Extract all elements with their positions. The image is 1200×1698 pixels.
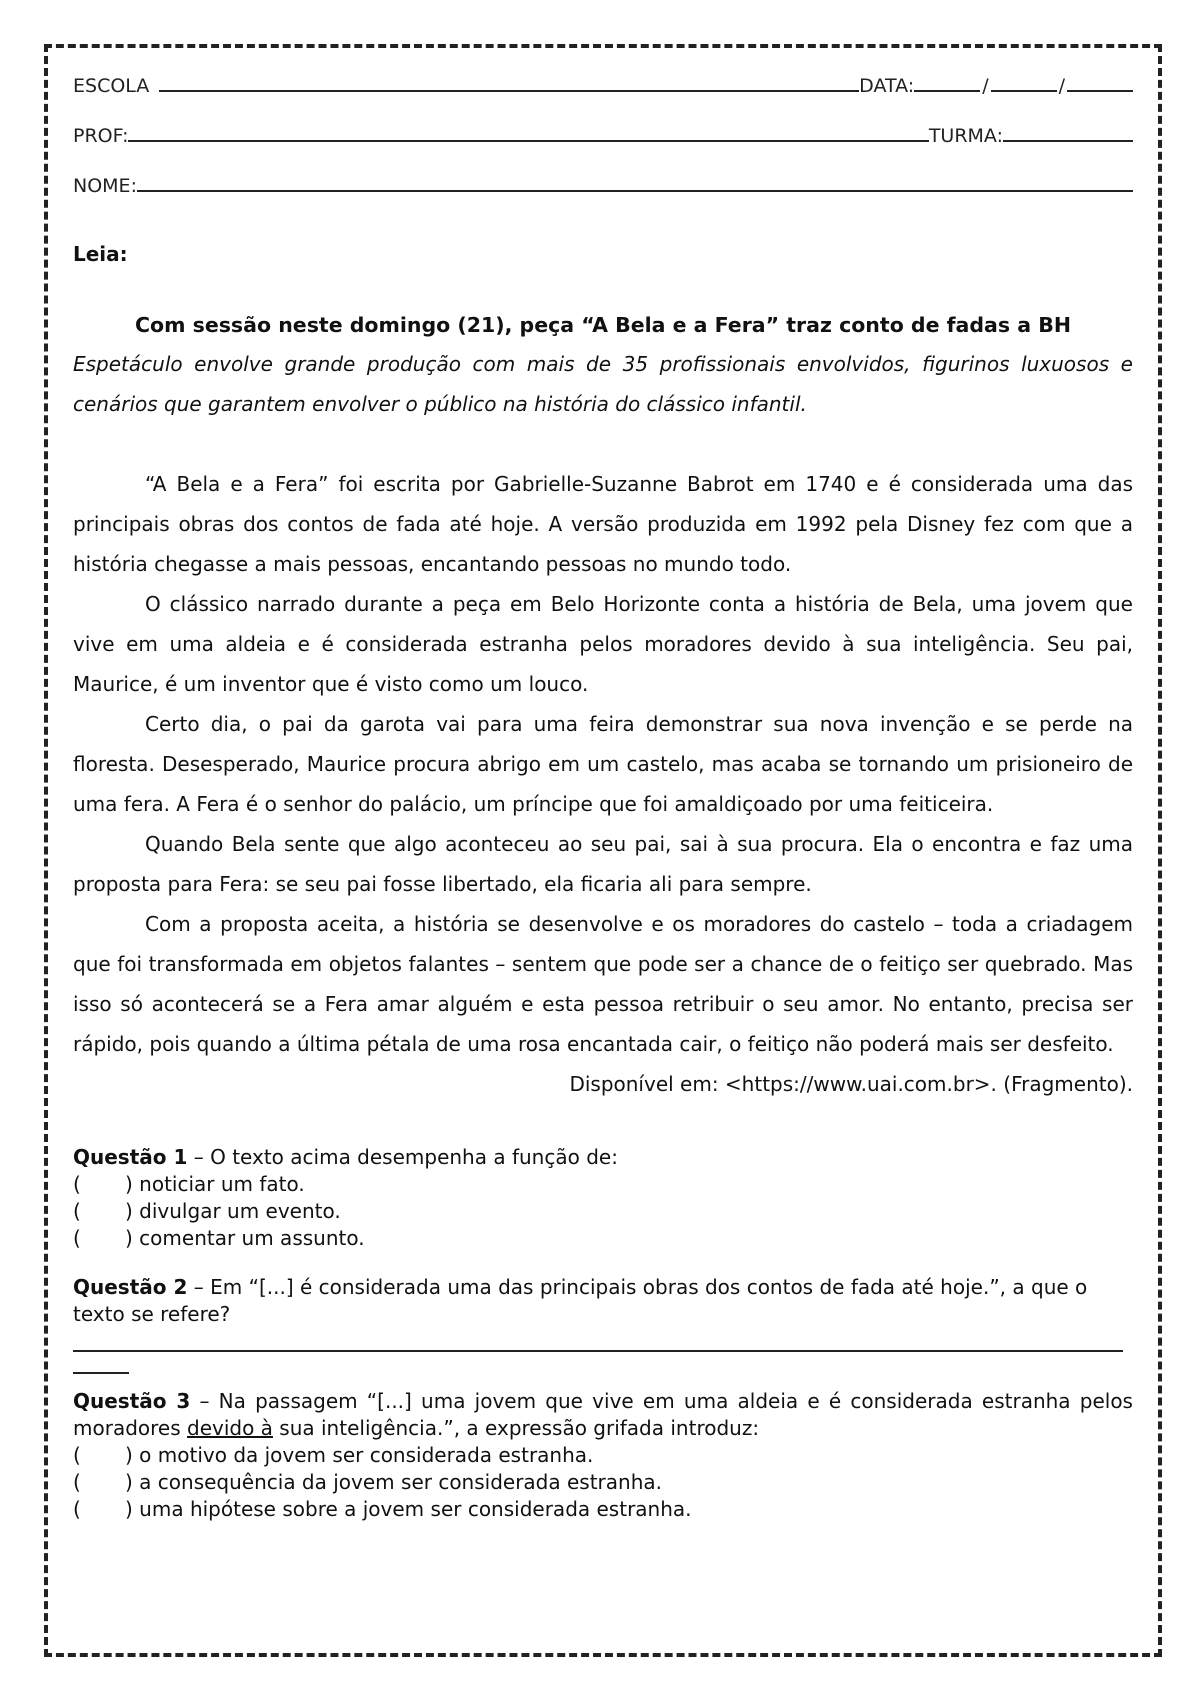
- data-day-field[interactable]: [914, 72, 980, 92]
- question-1-label: Questão 1: [73, 1145, 188, 1169]
- escola-row: [73, 72, 1133, 122]
- article-title: Com sessão neste domingo (21), peça “A Bela e a Fera” traz conto de fadas a BH: [135, 313, 1071, 337]
- article-paragraph: O clássico narrado durante a peça em Belo Horizonte conta a história de Bela, uma jovem que vive em uma aldeia e é considerada estranha pelos moradores devido à sua inteligência. Seu pai, Maurice, é um inventor que é visto como um louco.: [73, 592, 1133, 696]
- escola-label: ESCOLA: [73, 75, 150, 97]
- prof-label: PROF:: [73, 125, 129, 147]
- option-checkbox[interactable]: (: [73, 1443, 81, 1467]
- question-3-underlined: devido à: [187, 1416, 273, 1440]
- option-text: o motivo da jovem ser considerada estranha.: [139, 1443, 594, 1467]
- prof-field[interactable]: [128, 122, 928, 142]
- question-1-option[interactable]: [73, 1171, 1133, 1198]
- option-paren-close: ): [125, 1497, 133, 1521]
- option-text: noticiar um fato.: [139, 1172, 305, 1196]
- turma-field[interactable]: [1003, 122, 1133, 142]
- question-1-option[interactable]: [73, 1225, 1133, 1252]
- escola-field[interactable]: [159, 72, 859, 92]
- instruction: Leia:: [73, 242, 128, 266]
- option-paren-close: ): [125, 1199, 133, 1223]
- question-3: [73, 1388, 1133, 1523]
- article-subtitle: Espetáculo envolve grande produção com mais de 35 profissionais envolvidos, figurinos luxuosos e cenários que garantem envolver o público na história do clássico infantil.: [73, 352, 1133, 416]
- question-2-text: – Em “[...] é considerada uma das principais obras dos contos de fada até hoje.”, a que o texto se refere?: [73, 1275, 1088, 1326]
- option-text: uma hipótese sobre a jovem ser considerada estranha.: [139, 1497, 692, 1521]
- option-text: divulgar um evento.: [139, 1199, 341, 1223]
- question-2: [73, 1274, 1133, 1374]
- option-checkbox[interactable]: (: [73, 1226, 81, 1250]
- turma-label: TURMA:: [928, 125, 1003, 147]
- option-paren-close: ): [125, 1470, 133, 1494]
- article-paragraph: Com a proposta aceita, a história se desenvolve e os moradores do castelo – toda a criadagem que foi transformada em objetos falantes – sentem que pode ser a chance de o feitiço ser quebrado. Mas isso só acontecerá se a Fera amar alguém e esta pessoa retribuir o seu amor. No entanto, precisa ser rápido, pois quando a última pétala de uma rosa encantada cair, o feitiço não poderá mais ser desfeito.: [73, 912, 1133, 1056]
- nome-field[interactable]: [137, 172, 1133, 192]
- nome-row: [73, 172, 1133, 222]
- article-paragraph: Quando Bela sente que algo aconteceu ao seu pai, sai à sua procura. Ela o encontra e faz uma proposta para Fera: se seu pai fosse libertado, ela ficaria ali para sempre.: [73, 832, 1133, 896]
- question-3-option[interactable]: [73, 1496, 1133, 1523]
- option-checkbox[interactable]: (: [73, 1199, 81, 1223]
- worksheet: [73, 72, 1133, 1523]
- question-1: [73, 1144, 1133, 1252]
- option-checkbox[interactable]: (: [73, 1470, 81, 1494]
- question-2-prompt: [73, 1274, 1133, 1328]
- article-source: Disponível em: <https://www.uai.com.br>. (Fragmento).: [569, 1072, 1133, 1096]
- article-body: [73, 464, 1133, 1064]
- question-3-option[interactable]: [73, 1469, 1133, 1496]
- question-3-text-end: sua inteligência.”, a expressão grifada introduz:: [272, 1416, 760, 1440]
- option-text: a consequência da jovem ser considerada estranha.: [139, 1470, 663, 1494]
- date-slash: /: [982, 75, 989, 97]
- question-2-answer-line[interactable]: [73, 1352, 129, 1374]
- question-2-label: Questão 2: [73, 1275, 188, 1299]
- question-3-prompt: [73, 1388, 1133, 1442]
- prof-row: [73, 122, 1133, 172]
- article-paragraph: “A Bela e a Fera” foi escrita por Gabrielle-Suzanne Babrot em 1740 e é considerada uma das principais obras dos contos de fada até hoje. A versão produzida em 1992 pela Disney fez com que a história chegasse a mais pessoas, encantando pessoas no mundo todo.: [73, 472, 1133, 576]
- option-checkbox[interactable]: (: [73, 1497, 81, 1521]
- data-label: DATA:: [859, 75, 915, 97]
- data-month-field[interactable]: [991, 72, 1057, 92]
- option-text: comentar um assunto.: [139, 1226, 365, 1250]
- question-2-answer-line[interactable]: [73, 1332, 1123, 1352]
- question-1-text: – O texto acima desempenha a função de:: [187, 1145, 618, 1169]
- question-3-label: Questão 3: [73, 1389, 191, 1413]
- data-year-field[interactable]: [1067, 72, 1133, 92]
- nome-label: NOME:: [73, 175, 137, 197]
- article-paragraph: Certo dia, o pai da garota vai para uma feira demonstrar sua nova invenção e se perde na floresta. Desesperado, Maurice procura abrigo em um castelo, mas acaba se tornando um prisioneiro de uma fera. A Fera é o senhor do palácio, um príncipe que foi amaldiçoado por uma feiticeira.: [73, 712, 1133, 816]
- date-slash: /: [1058, 75, 1065, 97]
- option-paren-close: ): [125, 1226, 133, 1250]
- question-1-prompt: [73, 1144, 1133, 1171]
- option-paren-close: ): [125, 1443, 133, 1467]
- option-checkbox[interactable]: (: [73, 1172, 81, 1196]
- question-3-text: – Na passagem “[...] uma jovem que vive em uma aldeia e é considerada estranha pelos moradores: [73, 1389, 1133, 1440]
- question-3-option[interactable]: [73, 1442, 1133, 1469]
- option-paren-close: ): [125, 1172, 133, 1196]
- question-1-option[interactable]: [73, 1198, 1133, 1225]
